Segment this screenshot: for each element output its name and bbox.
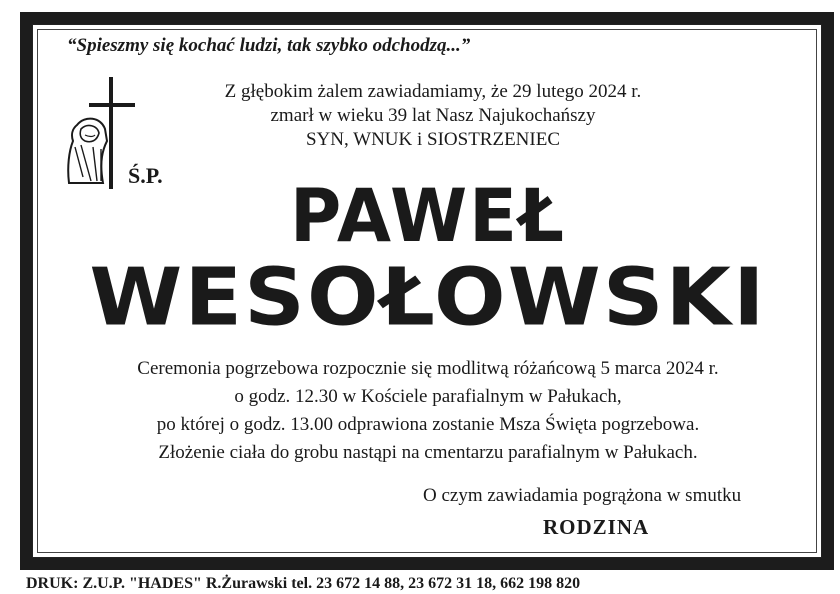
printer-footer: DRUK: Z.U.P. "HADES" R.Żurawski tel. 23 672 14 88, 23 672 31 18, 662 198 820 (26, 575, 581, 592)
obituary-card (32, 24, 822, 558)
motto-quote: “Spieszmy się kochać ludzi, tak szybko odchodzą...” (67, 35, 471, 56)
closing-line: O czym zawiadamia pogrążona w smutku (423, 485, 742, 506)
ceremony-line-2: o godz. 12.30 w Kościele parafialnym w Pałukach, (234, 386, 622, 407)
mourning-frame (20, 12, 834, 570)
ceremony-line-1: Ceremonia pogrzebowa rozpocznie się modlitwą różańcową 5 marca 2024 r. (137, 358, 719, 379)
ceremony-line-3: po której o godz. 13.00 odprawiona zostanie Msza Święta pogrzebowa. (156, 414, 700, 435)
deceased-last-name: WESOŁOWSKI (89, 252, 767, 344)
announcement-line-3: SYN, WNUK i SIOSTRZENIEC (305, 129, 561, 150)
announcement-line-2: zmarł w wieku 39 lat Nasz Najukochańszy (270, 105, 596, 126)
ceremony-details (73, 355, 783, 467)
sp-prefix: Ś.P. (128, 163, 163, 188)
ceremony-line-4: Złożenie ciała do grobu nastąpi na cmentarzu parafialnym w Pałukach. (158, 442, 698, 463)
announcement-line-1: Z głębokim żalem zawiadamiamy, że 29 lutego 2024 r. (224, 81, 642, 102)
family-signature: RODZINA (543, 515, 650, 539)
deceased-first-name: PAWEŁ (290, 172, 566, 260)
announcement (173, 80, 693, 152)
